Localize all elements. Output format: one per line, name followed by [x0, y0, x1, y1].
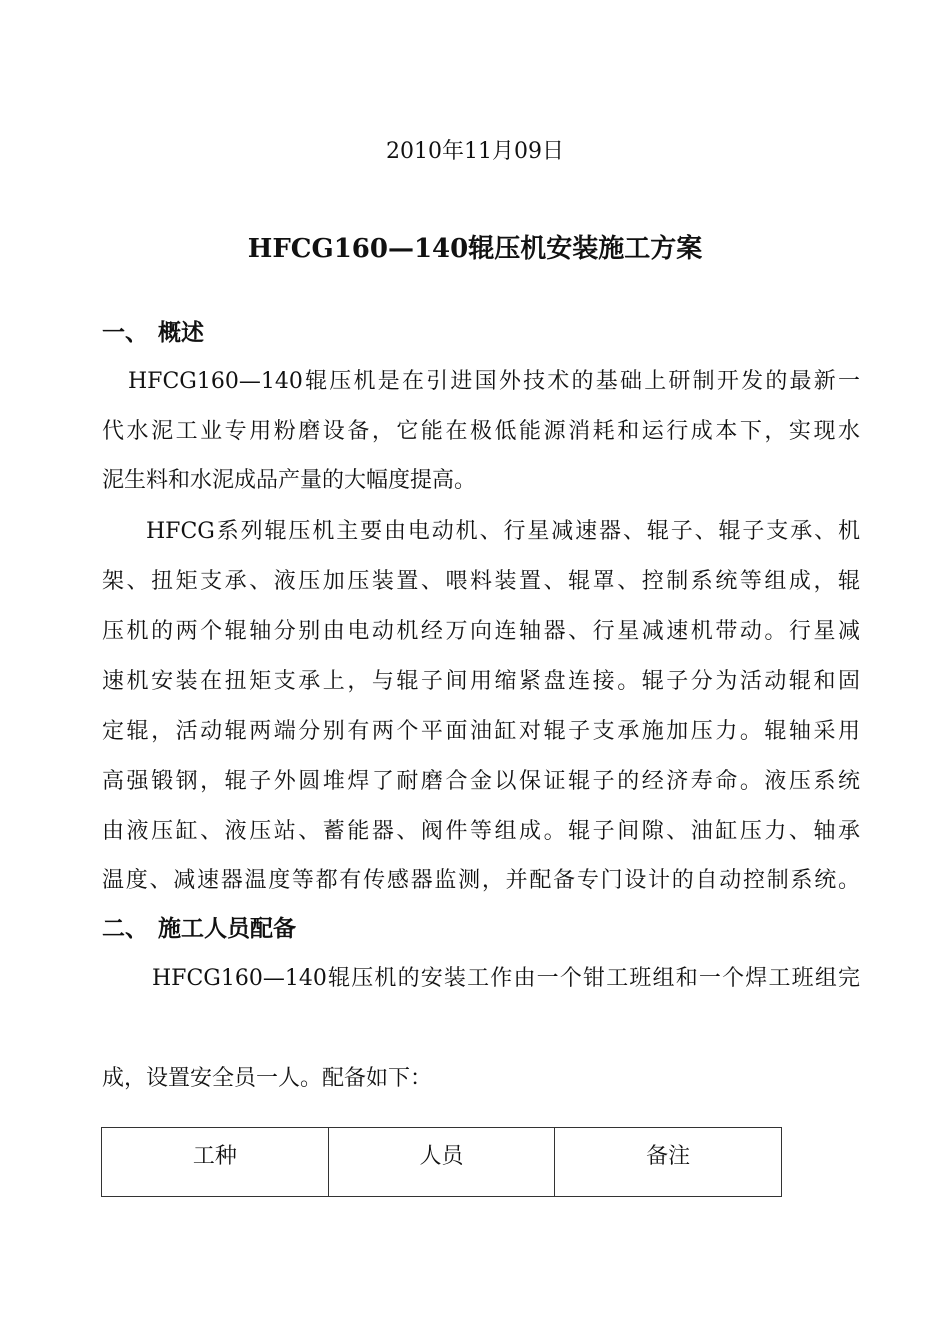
table-header-cell: 人员 — [328, 1128, 555, 1197]
paragraph-line: 压机的两个辊轴分别由电动机经万向连轴器、行星减速机带动。行星减 — [102, 619, 860, 644]
paragraph-line: 速机安装在扭矩支承上，与辊子间用缩紧盘连接。辊子分为活动辊和固 — [102, 669, 860, 694]
document-title: HFCG160—140辊压机安装施工方案 — [247, 234, 703, 264]
section-2-number: 二、 — [102, 915, 148, 942]
paragraph-line: 温度、减速器温度等都有传感器监测，并配备专门设计的自动控制系统。 — [102, 868, 860, 893]
table-header-cell: 工种 — [102, 1128, 329, 1197]
table-header-cell: 备注 — [555, 1128, 782, 1197]
paragraph-line: 高强锻钢，辊子外圆堆焊了耐磨合金以保证辊子的经济寿命。液压系统 — [102, 769, 860, 794]
section-2-heading: 施工人员配备 — [158, 915, 296, 942]
paragraph-line: 泥生料和水泥成品产量的大幅度提高。 — [102, 468, 477, 493]
paragraph-line: HFCG系列辊压机主要由电动机、行星减速器、辊子、辊子支承、机 — [146, 519, 860, 544]
paragraph-line: 代水泥工业专用粉磨设备，它能在极低能源消耗和运行成本下，实现水 — [102, 419, 860, 444]
document-date: 2010年11月09日 — [386, 139, 564, 164]
paragraph-line: 定辊，活动辊两端分别有两个平面油缸对辊子支承施加压力。辊轴采用 — [102, 719, 860, 744]
paragraph-line: HFCG160—140辊压机的安装工作由一个钳工班组和一个焊工班组完 — [152, 966, 860, 991]
paragraph-line: 架、扭矩支承、液压加压装置、喂料装置、辊罩、控制系统等组成，辊 — [102, 569, 860, 594]
paragraph-line: HFCG160—140辊压机是在引进国外技术的基础上研制开发的最新一 — [128, 369, 860, 394]
paragraph-line: 成，设置安全员一人。配备如下： — [102, 1066, 433, 1091]
staff-table — [101, 1127, 782, 1197]
table-header-row — [102, 1128, 782, 1197]
section-1-heading: 概述 — [158, 319, 204, 346]
section-1-number: 一、 — [102, 319, 148, 346]
paragraph-line: 由液压缸、液压站、蓄能器、阀件等组成。辊子间隙、油缸压力、轴承 — [102, 819, 860, 844]
